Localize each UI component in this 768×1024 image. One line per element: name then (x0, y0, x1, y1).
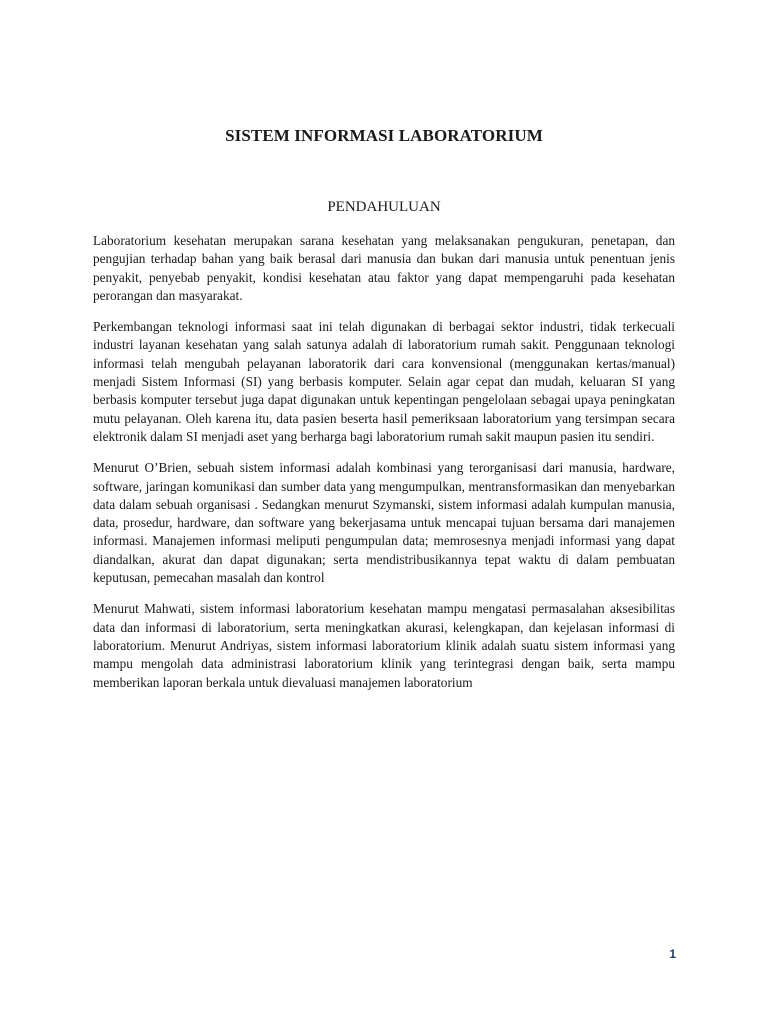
document-title: SISTEM INFORMASI LABORATORIUM (225, 126, 543, 145)
paragraph-1: Laboratorium kesehatan merupakan sarana kesehatan yang melaksanakan pengukuran, penetapan, dan pengujian terhadap bahan yang baik berasal dari manusia dan bukan dari manusia untuk penentuan jenis penyakit, penyebab penyakit, kondisi kesehatan atau faktor yang dapat mempengaruhi pada kesehatan perorangan dan masyarakat. (93, 233, 675, 303)
page-number: 1 (669, 947, 676, 961)
paragraph-2: Perkembangan teknologi informasi saat ini telah digunakan di berbagai sektor industri, tidak terkecuali industri layanan kesehatan yang salah satunya adalah di laboratorium rumah sakit. Penggunaan teknologi informasi telah mengubah pelayanan laboratorik dari cara konvensional (menggunakan kertas/manual) menjadi Sistem Informasi (SI) yang berbasis komputer. Selain agar cepat dan mudah, keluaran SI yang berbasis komputer tersebut juga dapat digunakan untuk kepentingan pengelolaan sebagai upaya peningkatan mutu pelayanan. Oleh karena itu, data pasien beserta hasil pemeriksaan laboratorium yang tersimpan secara elektronik dalam SI menjadi aset yang berharga bagi laboratorium rumah sakit maupun pasien itu sendiri. (93, 319, 675, 444)
paragraph-3: Menurut O’Brien, sebuah sistem informasi adalah kombinasi yang terorganisasi dari manusia, hardware, software, jaringan komunikasi dan sumber data yang mengumpulkan, mentransformasikan dan menyebarkan data dalam sebuah organisasi . Sedangkan menurut Szymanski, sistem informasi adalah kumpulan manusia, data, prosedur, hardware, dan software yang bekerjasama untuk mencapai tujuan bersama dari manajemen informasi. Manajemen informasi meliputi pengumpulan data; memrosesnya menjadi informasi yang dapat diandalkan, akurat dan dapat digunakan; serta mendistribusikannya tepat waktu di dalam pembuatan keputusan, pemecahan masalah dan kontrol (93, 460, 675, 586)
document-body (93, 232, 675, 705)
section-heading: PENDAHULUAN (327, 199, 441, 215)
paragraph-4: Menurut Mahwati, sistem informasi laboratorium kesehatan mampu mengatasi permasalahan aksesibilitas data dan informasi di laboratorium, serta meningkatkan akurasi, kelengkapan, dan kejelasan informasi di laboratorium. Menurut Andriyas, sistem informasi laboratorium klinik adalah suatu sistem informasi yang mampu mengolah data administrasi laboratorium klinik yang terintegrasi dengan baik, serta mampu memberikan laporan berkala untuk dievaluasi manajemen laboratorium (93, 601, 675, 690)
